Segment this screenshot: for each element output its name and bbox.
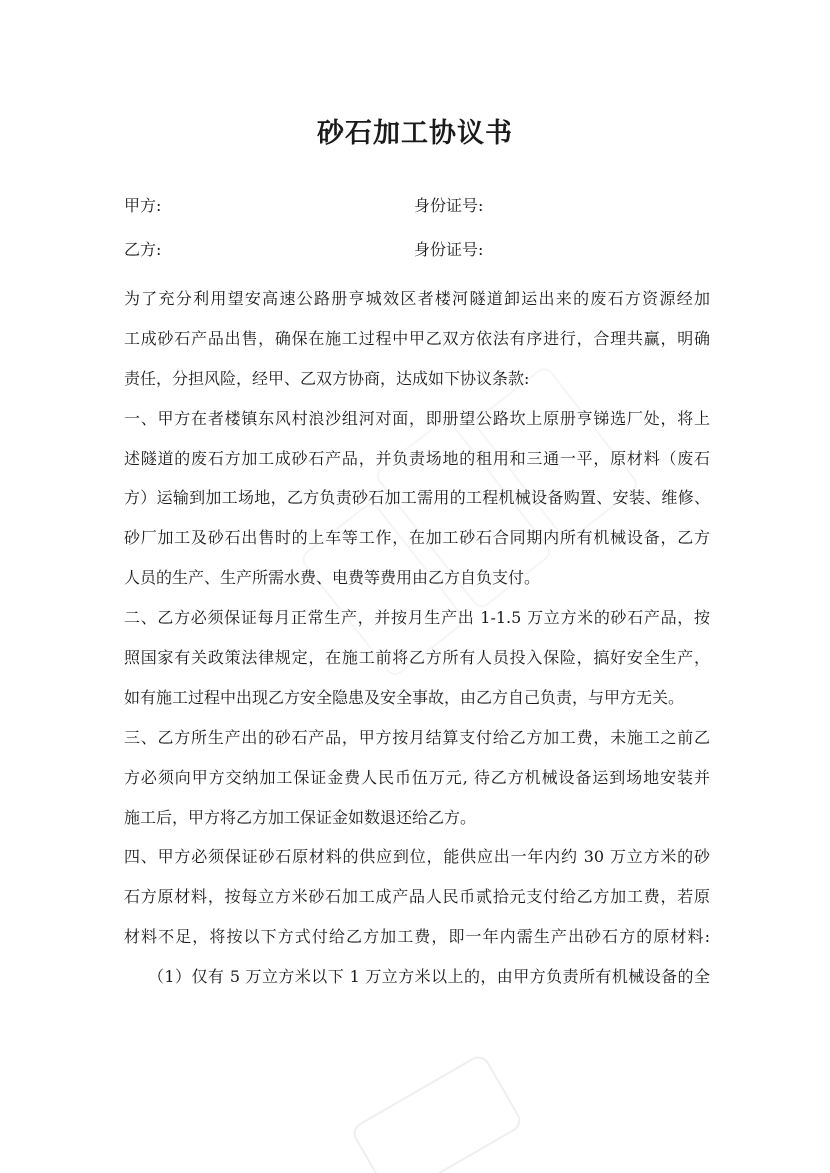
body-line: 材料不足，将按以下方式付给乙方加工费，即一年内需生产出砂石方的原材料: <box>124 927 710 947</box>
body-line: 施工后，甲方将乙方加工保证金如数退还给乙方。 <box>124 807 477 827</box>
body-line: 二、乙方必须保证每月正常生产，并按月生产出 1-1.5 万立方米的砂石产品，按 <box>124 608 710 628</box>
party-a-id-label: 身份证号: <box>414 196 484 215</box>
body-line: 一、甲方在者楼镇东风村浪沙组河对面，即册望公路坎上原册亨锑选厂处，将上 <box>124 408 710 428</box>
agreement-body <box>124 283 710 1001</box>
document-title: 砂石加工协议书 <box>317 118 513 149</box>
body-line: 责任，分担风险，经甲、乙双方协商，达成如下协议条款: <box>124 368 530 388</box>
body-line: （1）仅有 5 万立方米以下 1 万立方米以上的，由甲方负责所有机械设备的全 <box>148 967 710 987</box>
body-line: 方必须向甲方交纳加工保证金费人民币伍万元, 待乙方机械设备运到场地安装并 <box>124 767 710 787</box>
body-line: 述隧道的废石方加工成砂石产品，并负责场地的租用和三通一平，原材料（废石 <box>124 448 710 468</box>
body-line: 三、乙方所生产出的砂石产品，甲方按月结算支付给乙方加工费，未施工之前乙 <box>124 727 710 747</box>
body-line: 四、甲方必须保证砂石原材料的供应到位，能供应出一年内约 30 万立方米的砂 <box>124 847 710 867</box>
watermark-stamp <box>349 1052 524 1173</box>
party-b-id-label: 身份证号: <box>414 240 484 259</box>
body-line: 工成砂石产品出售，确保在施工过程中甲乙双方依法有序进行，合理共赢，明确 <box>124 328 710 348</box>
body-line: 如有施工过程中出现乙方安全隐患及安全事故，由乙方自己负责，与甲方无关。 <box>124 687 685 707</box>
party-b-label: 乙方: <box>124 240 162 259</box>
body-line: 照国家有关政策法律规定，在施工前将乙方所有人员投入保险，搞好安全生产， <box>124 648 710 668</box>
body-line: 方）运输到加工场地，乙方负责砂石加工需用的工程机械设备购置、安装、维修、 <box>124 488 710 508</box>
body-line: 砂厂加工及砂石出售时的上车等工作，在加工砂石合同期内所有机械设备，乙方 <box>124 528 710 548</box>
body-line: 石方原材料，按每立方米砂石加工成产品人民币贰拾元支付给乙方加工费，若原 <box>124 887 710 907</box>
body-line: 人员的生产、生产所需水费、电费等费用由乙方自负支付。 <box>124 568 541 588</box>
body-line: 为了充分利用望安高速公路册亨城效区者楼河隧道卸运出来的废石方资源经加 <box>124 289 710 308</box>
party-a-label: 甲方: <box>124 196 162 215</box>
